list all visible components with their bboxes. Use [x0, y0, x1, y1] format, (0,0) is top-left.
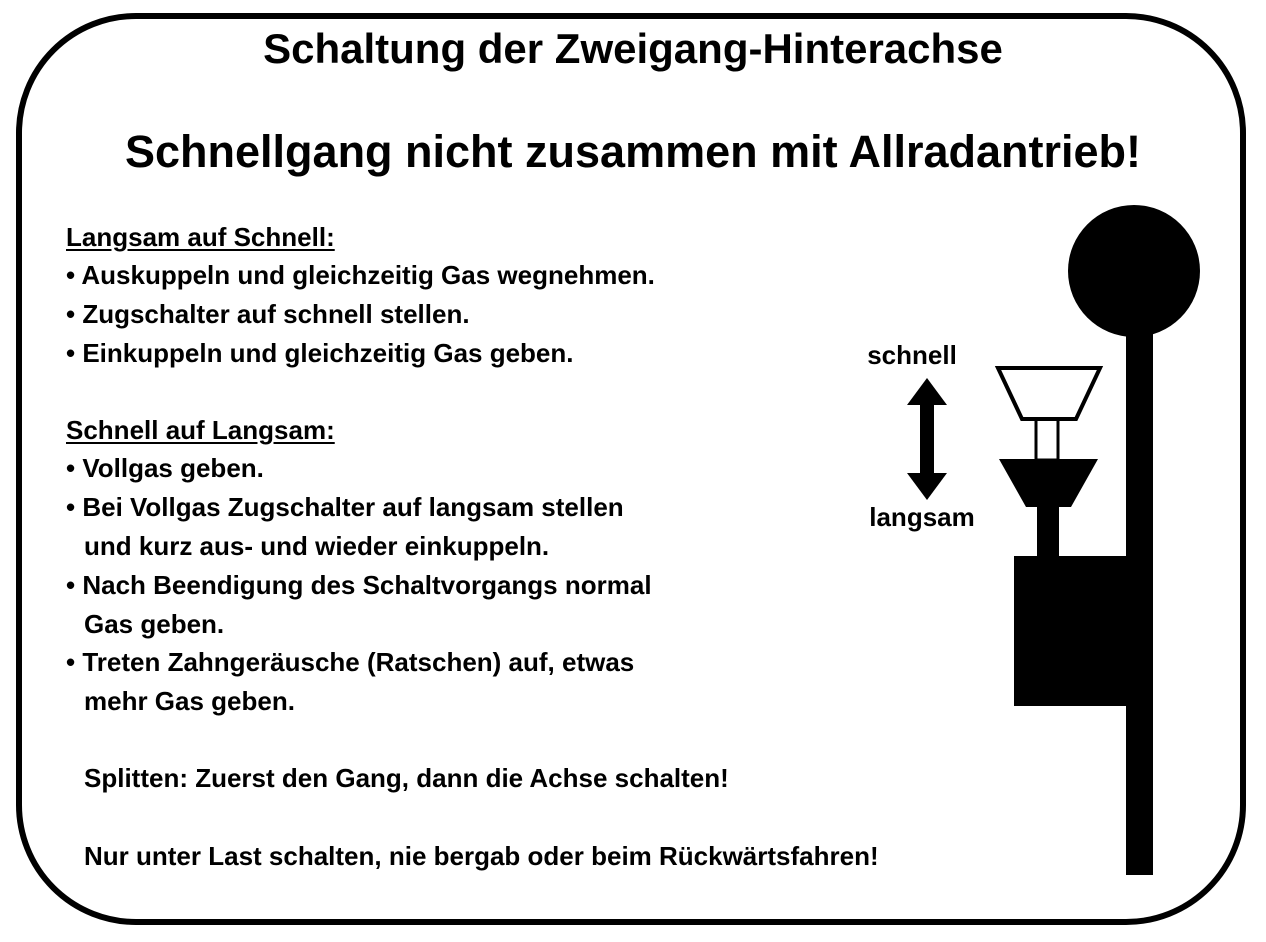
label-slow: langsam [869, 502, 975, 532]
arrow-down-icon [907, 473, 947, 500]
step-gear-noise-continued: mehr Gas geben. [84, 686, 295, 716]
warning-headline: Schnellgang nicht zusammen mit Allradantrieb! [125, 126, 1141, 177]
step-engage-clutch: • Einkuppeln und gleichzeitig Gas geben. [66, 338, 574, 368]
step-normal-throttle-continued: Gas geben. [84, 609, 225, 639]
step-full-throttle: • Vollgas geben. [66, 453, 264, 483]
lever-rod [1126, 300, 1153, 875]
section-heading-fast-to-slow: Schnell auf Langsam: [66, 415, 335, 445]
step-normal-throttle: • Nach Beendigung des Schaltvorgangs normal [66, 570, 652, 600]
step-switch-slow: • Bei Vollgas Zugschalter auf langsam stellen [66, 492, 624, 522]
switch-housing [1014, 556, 1127, 706]
step-declutch: • Auskuppeln und gleichzeitig Gas wegnehmen. [66, 260, 655, 290]
section-heading-slow-to-fast: Langsam auf Schnell: [66, 222, 335, 252]
note-splitting: Splitten: Zuerst den Gang, dann die Achse schalten! [84, 763, 729, 793]
shift-arrow-shaft [920, 398, 934, 480]
step-switch-slow-continued: und kurz aus- und wieder einkuppeln. [84, 531, 550, 561]
step-switch-fast: • Zugschalter auf schnell stellen. [66, 299, 470, 329]
label-fast: schnell [867, 340, 957, 370]
switch-stem-extended [1036, 419, 1058, 460]
page-title: Schaltung der Zweigang-Hinterachse [263, 25, 1003, 72]
step-gear-noise: • Treten Zahngeräusche (Ratschen) auf, etwas [66, 647, 635, 677]
note-load-shifting: Nur unter Last schalten, nie bergab oder beim Rückwärtsfahren! [84, 841, 879, 871]
switch-knob-fast-icon [998, 368, 1100, 419]
arrow-up-icon [907, 378, 947, 405]
switch-knob-slow-icon [999, 459, 1098, 507]
